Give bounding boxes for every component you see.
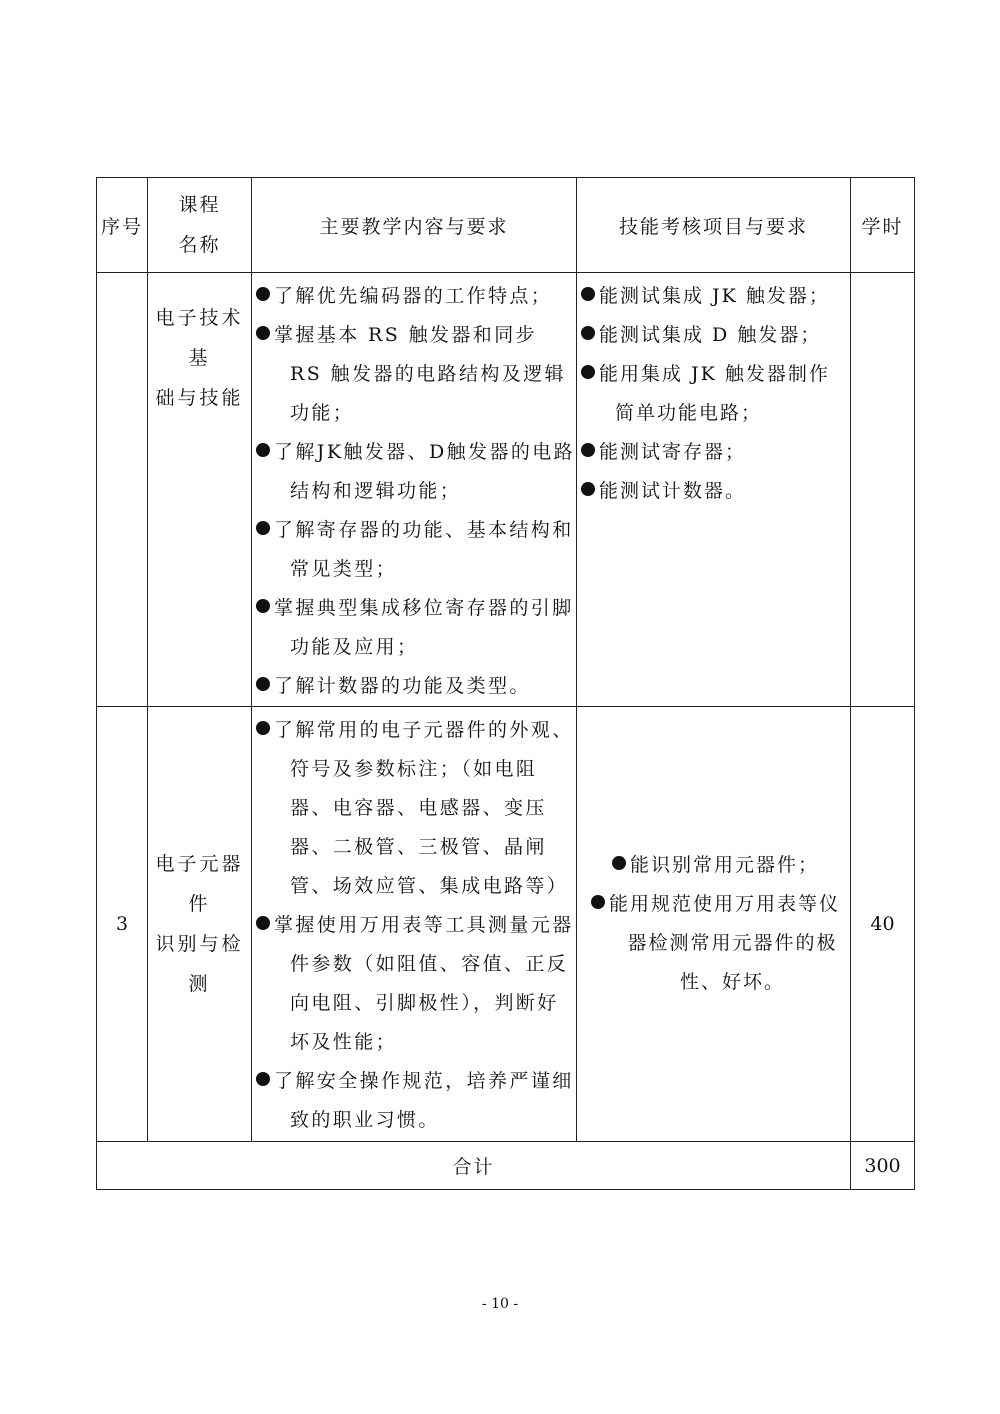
bullet-icon [591, 895, 605, 909]
bullet-icon [256, 599, 270, 613]
list-item: 能识别常用元器件； [577, 846, 850, 885]
bullet-icon [256, 1072, 270, 1086]
skills-list [577, 846, 850, 1002]
row-hours: 40 [851, 707, 915, 1142]
header-row [97, 178, 915, 273]
course-table [96, 177, 915, 1190]
content-list [252, 707, 576, 1140]
list-item: 能测试计数器。 [577, 472, 850, 511]
bullet-icon [581, 365, 595, 379]
page-number: - 10 - [481, 1296, 519, 1312]
course-name [148, 707, 252, 1142]
skills-list [577, 273, 850, 511]
list-item: 了解计数器的功能及类型。 [252, 667, 576, 706]
header-skills: 技能考核项目与要求 [577, 178, 851, 273]
list-item: 能测试集成 D 触发器； [577, 316, 850, 355]
content-cell [252, 273, 577, 707]
header-course-name [148, 178, 252, 273]
course-name-line2: 识别与检测 [155, 933, 244, 995]
row-index: 3 [97, 707, 148, 1142]
bullet-icon [256, 521, 270, 535]
bullet-icon [256, 677, 270, 691]
list-item: 掌握使用万用表等工具测量元器件参数（如阻值、容值、正反向电阻、引脚极性），判断好坏及性能； [252, 906, 576, 1062]
total-row [97, 1142, 915, 1190]
course-name-line1: 电子元器件 [155, 853, 244, 915]
bullet-icon [256, 287, 270, 301]
bullet-icon [256, 916, 270, 930]
bullet-icon [581, 326, 595, 340]
header-course-line2: 名称 [178, 234, 221, 256]
table-row [97, 273, 915, 707]
course-name-line1: 电子技术基 [155, 307, 244, 369]
content-list [252, 273, 576, 706]
list-item: 能测试寄存器； [577, 433, 850, 472]
content-cell [252, 707, 577, 1142]
skills-cell [577, 273, 851, 707]
total-hours: 300 [851, 1142, 915, 1190]
bullet-icon [581, 482, 595, 496]
bullet-icon [256, 326, 270, 340]
bullet-icon [581, 443, 595, 457]
total-label: 合计 [97, 1142, 851, 1190]
list-item: 能测试集成 JK 触发器； [577, 277, 850, 316]
list-item: 掌握基本 RS 触发器和同步 RS 触发器的电路结构及逻辑功能； [252, 316, 576, 433]
list-item: 了解寄存器的功能、基本结构和常见类型； [252, 511, 576, 589]
row-index [97, 273, 148, 707]
bullet-icon [612, 856, 626, 870]
list-item: 了解优先编码器的工作特点； [252, 277, 576, 316]
bullet-icon [256, 721, 270, 735]
list-item: 了解常用的电子元器件的外观、符号及参数标注；（如电阻器、电容器、电感器、变压器、二极管、三极管、晶闸管、场效应管、集成电路等） [252, 711, 576, 906]
skills-cell [577, 707, 851, 1142]
bullet-icon [256, 443, 270, 457]
bullet-icon [581, 287, 595, 301]
course-name-line2: 础与技能 [155, 387, 244, 409]
header-course-line1: 课程 [178, 194, 221, 216]
header-index: 序号 [97, 178, 148, 273]
list-item: 了解JK触发器、D触发器的电路结构和逻辑功能； [252, 433, 576, 511]
list-item: 了解安全操作规范，培养严谨细致的职业习惯。 [252, 1062, 576, 1140]
header-hours: 学时 [851, 178, 915, 273]
list-item: 能用规范使用万用表等仪器检测常用元器件的极性、好坏。 [577, 885, 850, 1002]
row-hours [851, 273, 915, 707]
list-item: 掌握典型集成移位寄存器的引脚功能及应用； [252, 589, 576, 667]
table-row [97, 707, 915, 1142]
list-item: 能用集成 JK 触发器制作简单功能电路； [577, 355, 850, 433]
course-name [148, 273, 252, 707]
header-content: 主要教学内容与要求 [252, 178, 577, 273]
